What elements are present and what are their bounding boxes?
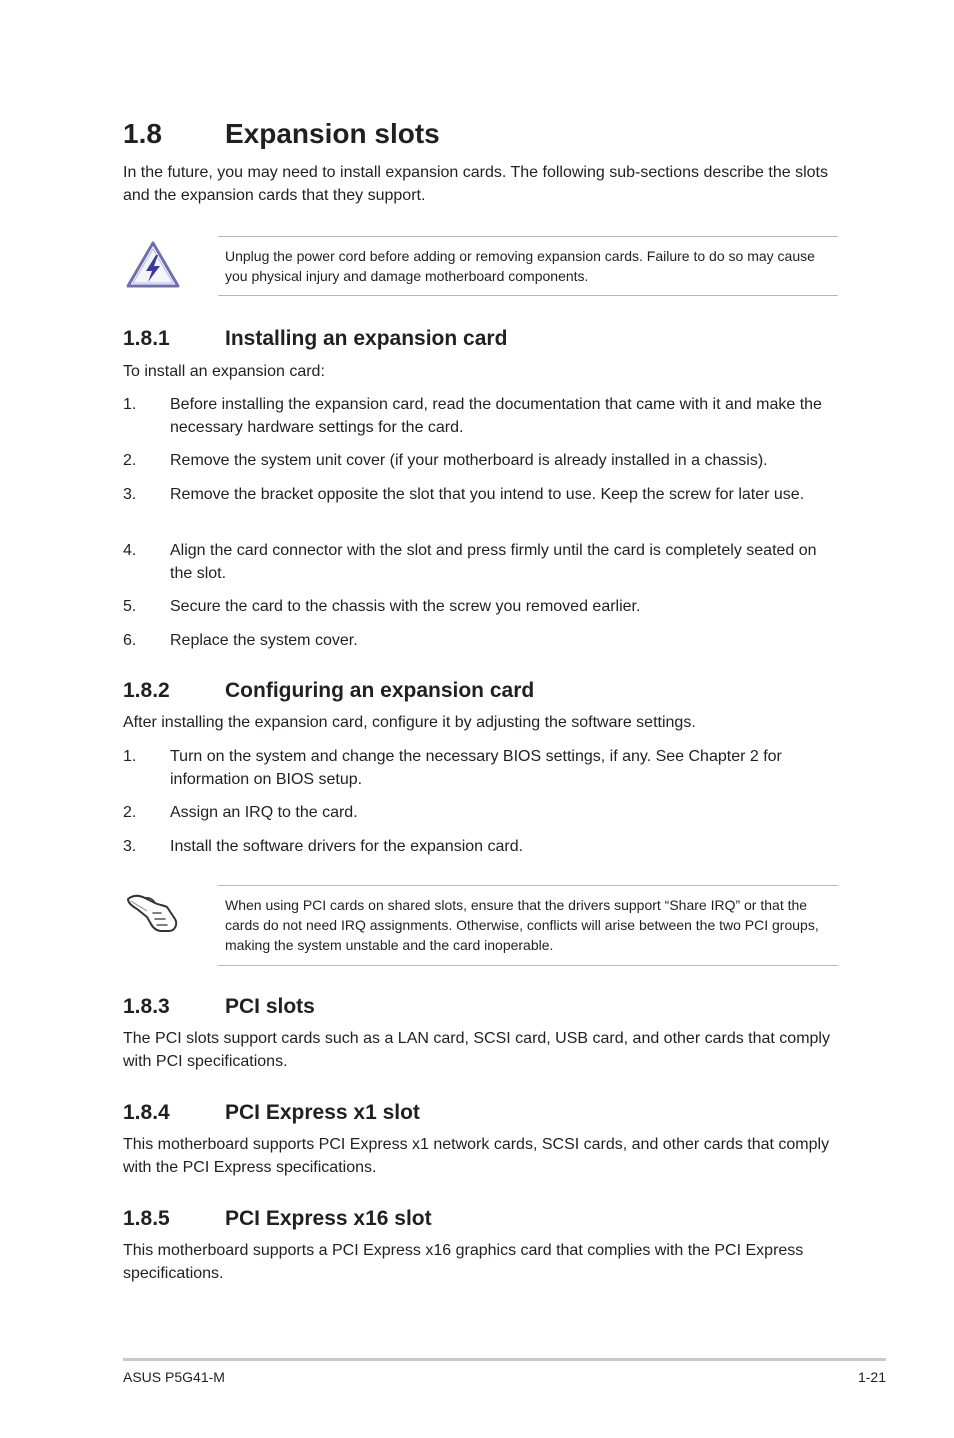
list-text: Install the software drivers for the expansion card.	[170, 838, 524, 855]
section-title: Expansion slots	[225, 118, 440, 149]
pointing-hand-icon	[125, 889, 181, 940]
subsection-number: 1.8.1	[123, 327, 170, 350]
list-item	[123, 835, 843, 858]
list-text: Turn on the system and change the necessary BIOS settings, if any. See Chapter 2 for information on BIOS setup.	[170, 748, 782, 788]
list-number: 3.	[123, 486, 137, 503]
subsection-number: 1.8.4	[123, 1101, 170, 1124]
warning-text: Unplug the power cord before adding or removing expansion cards. Failure to do so may cause you physical injury and damage motherboard components.	[225, 248, 815, 284]
subsection-body: This motherboard supports PCI Express x1 network cards, SCSI cards, and other cards that comply with the PCI Express specifications.	[123, 1136, 830, 1176]
subsection-body: The PCI slots support cards such as a LAN card, SCSI card, USB card, and other cards that comply with PCI specifications.	[123, 1030, 830, 1070]
footer-product: ASUS P5G41-M	[123, 1369, 225, 1385]
subsection-number: 1.8.2	[123, 679, 170, 702]
warning-box	[218, 236, 838, 296]
list-text: Replace the system cover.	[170, 632, 358, 649]
list-item	[123, 745, 843, 791]
subsection-heading	[123, 325, 507, 353]
list-number: 4.	[123, 542, 137, 559]
list-text: Align the card connector with the slot and press firmly until the card is completely seated on the slot.	[170, 542, 817, 582]
list-text: Assign an IRQ to the card.	[170, 804, 358, 821]
subsection-intro: To install an expansion card:	[123, 363, 325, 380]
note-box	[218, 885, 838, 966]
list-number: 1.	[123, 396, 137, 413]
list-number: 3.	[123, 838, 137, 855]
list-number: 1.	[123, 748, 137, 765]
list-item	[123, 539, 843, 585]
subsection-heading	[123, 993, 315, 1021]
list-text: Remove the bracket opposite the slot that you intend to use. Keep the screw for later use.	[170, 486, 805, 503]
subsection-title: Installing an expansion card	[225, 327, 508, 350]
page-title	[123, 114, 440, 154]
list-number: 6.	[123, 632, 137, 649]
subsection-heading	[123, 677, 534, 705]
list-text: Secure the card to the chassis with the screw you removed earlier.	[170, 598, 641, 615]
subsection-body: This motherboard supports a PCI Express x16 graphics card that complies with the PCI Express specifications.	[123, 1242, 804, 1282]
list-item	[123, 595, 843, 618]
list-item	[123, 449, 843, 472]
subsection-heading	[123, 1099, 420, 1127]
subsection-heading	[123, 1205, 432, 1233]
subsection-intro: After installing the expansion card, configure it by adjusting the software settings.	[123, 714, 696, 731]
list-number: 2.	[123, 804, 137, 821]
list-item	[123, 801, 843, 824]
list-item	[123, 393, 843, 439]
note-text: When using PCI cards on shared slots, ensure that the drivers support “Share IRQ” or that the cards do not need IRQ assignments. Otherwise, conflicts will arise between the two PCI groups, making the system unstable and the card inoperable.	[225, 897, 819, 953]
list-number: 5.	[123, 598, 137, 615]
footer-rule	[123, 1358, 886, 1361]
subsection-title: PCI slots	[225, 995, 315, 1018]
list-text: Before installing the expansion card, read the documentation that came with it and make the necessary hardware settings for the card.	[170, 396, 822, 436]
intro-paragraph: In the future, you may need to install expansion cards. The following sub-sections describe the slots and the expansion cards that they support.	[123, 164, 828, 204]
subsection-title: PCI Express x16 slot	[225, 1207, 432, 1230]
subsection-title: PCI Express x1 slot	[225, 1101, 420, 1124]
list-text: Remove the system unit cover (if your motherboard is already installed in a chassis).	[170, 452, 768, 469]
list-item	[123, 483, 843, 506]
subsection-number: 1.8.5	[123, 1207, 170, 1230]
subsection-title: Configuring an expansion card	[225, 679, 535, 702]
footer-page-number: 1-21	[857, 1369, 886, 1385]
list-number: 2.	[123, 452, 137, 469]
list-item	[123, 629, 843, 652]
subsection-number: 1.8.3	[123, 995, 170, 1018]
section-number: 1.8	[123, 118, 162, 149]
warning-triangle-icon	[125, 239, 181, 296]
